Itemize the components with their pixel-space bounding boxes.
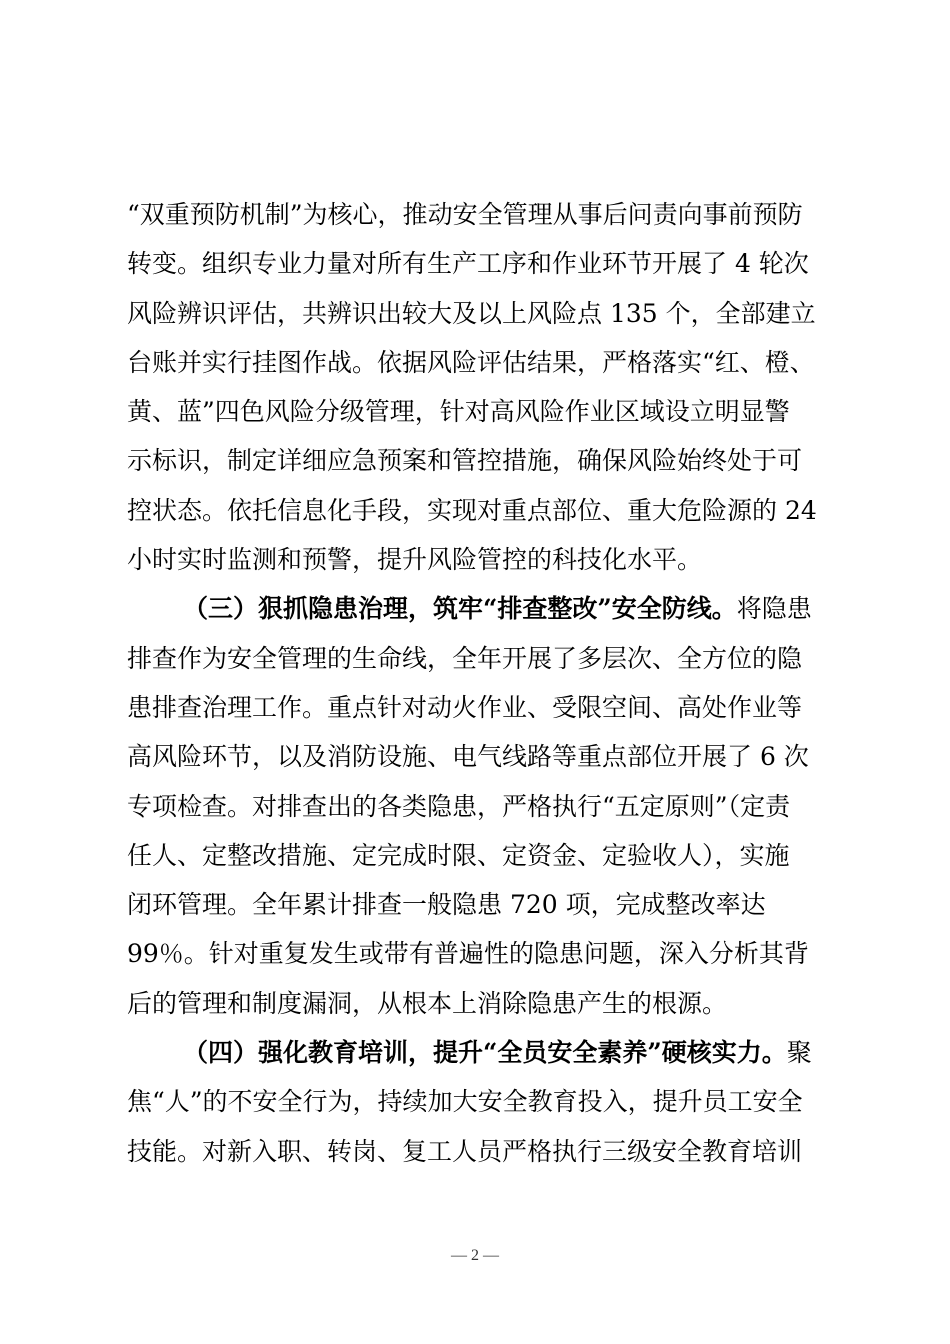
text-line: 焦“人”的不安全行为，持续加大安全教育投入，提升员工安全 [127, 1087, 803, 1117]
section-text: 将隐患 [736, 594, 812, 624]
text-line: 控状态。依托信息化手段，实现对重点部位、重大危险源的 24 [127, 495, 817, 525]
text-line: 小时实时监测和预警，提升风险管控的科技化水平。 [127, 545, 703, 575]
page-number: — 2 — [451, 1247, 499, 1264]
text-line: 技能。对新入职、转岗、复工人员严格执行三级安全教育培训 [127, 1136, 803, 1166]
text-line: 患排查治理工作。重点针对动火作业、受限空间、高处作业等 [127, 692, 803, 722]
text-line: 风险辨识评估，共辨识出较大及以上风险点 135 个，全部建立 [127, 298, 816, 328]
section-heading-4: （四）强化教育培训，提升“全员安全素养”硬核实力。 [183, 1038, 787, 1068]
text-line: 示标识，制定详细应急预案和管控措施，确保风险始终处于可 [127, 446, 803, 476]
text-line: 黄、蓝”四色风险分级管理，针对高风险作业区域设立明显警 [127, 397, 790, 427]
text-line: 后的管理和制度漏洞，从根本上消除隐患产生的根源。 [127, 988, 728, 1018]
text-line: 99％。针对重复发生或带有普遍性的隐患问题，深入分析其背 [127, 939, 809, 969]
text-line: 专项检查。对排查出的各类隐患，严格执行“五定原则”（定责 [127, 791, 791, 821]
text-line: 排查作为安全管理的生命线，全年开展了多层次、全方位的隐 [127, 643, 803, 673]
section-heading-3: （三）狠抓隐患治理，筑牢“排查整改”安全防线。 [183, 594, 737, 624]
body-text [127, 190, 827, 1176]
text-line: “双重预防机制”为核心，推动安全管理从事后问责向事前预防 [127, 200, 803, 229]
text-line: 台账并实行挂图作战。依据风险评估结果，严格落实“红、橙、 [127, 347, 815, 377]
text-line: 闭环管理。全年累计排查一般隐患 720 项，完成整改率达 [127, 890, 766, 920]
section-heading-line [127, 1028, 827, 1077]
text-line: 高风险环节，以及消防设施、电气线路等重点部位开展了 6 次 [127, 742, 809, 772]
section-heading-line [127, 584, 827, 633]
section-text: 聚 [786, 1038, 812, 1068]
text-line: 转变。组织专业力量对所有生产工序和作业环节开展了 4 轮次 [127, 249, 809, 279]
text-line: 任人、定整改措施、定完成时限、定资金、定验收人），实施 [127, 840, 790, 870]
